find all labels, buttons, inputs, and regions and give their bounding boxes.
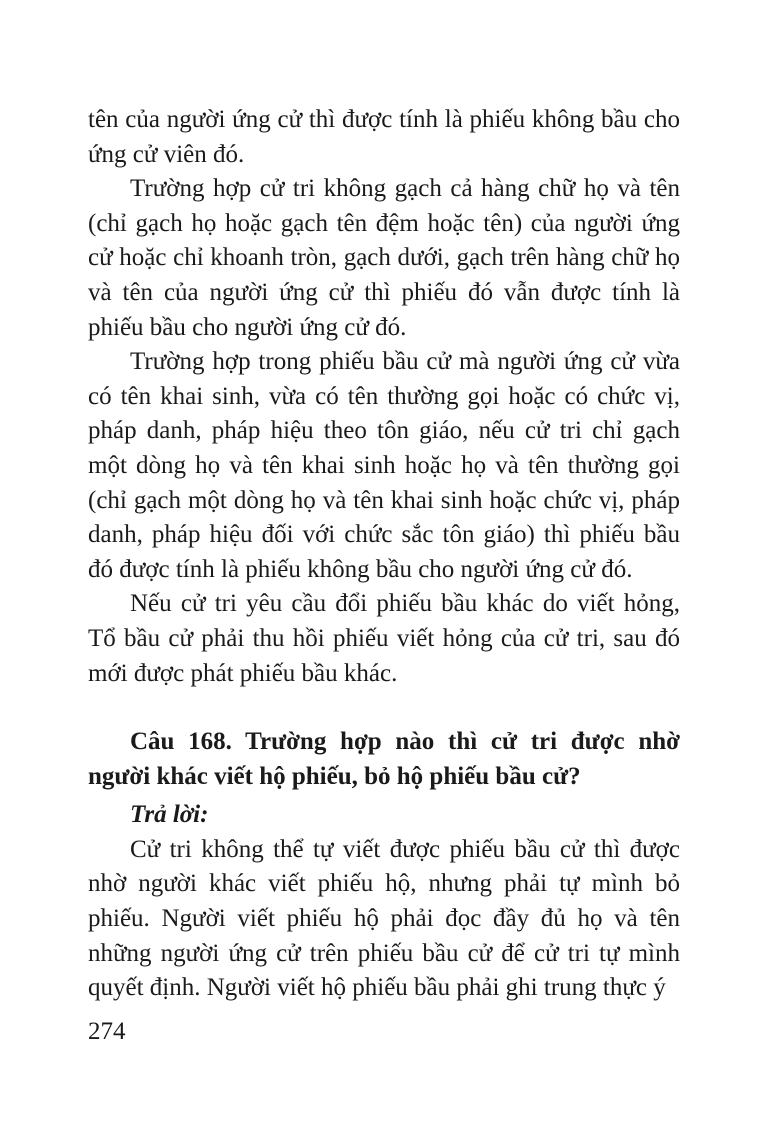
- paragraph-birth-name: Trường hợp trong phiếu bầu cử mà người ứng cử vừa có tên khai sinh, vừa có tên thường gọi hoặc có chức vị, pháp danh, pháp hiệu theo tôn giáo, nếu cử tri chỉ gạch một dòng họ và tên khai sinh hoặc họ và tên thường gọi (chỉ gạch một dòng họ và tên khai sinh hoặc chức vị, pháp danh, pháp hiệu đối với chức sắc tôn giáo) thì phiếu bầu đó được tính là phiếu không bầu cho người ứng cử đó.: [88, 348, 680, 583]
- question-heading: Câu 168. Trường hợp nào thì cử tri được nhờ người khác viết hộ phiếu, bỏ hộ phiếu bầu cử?: [88, 728, 680, 790]
- answer-paragraph: Cử tri không thể tự viết được phiếu bầu cử thì được nhờ người khác viết phiếu hộ, nhưng phải tự mình bỏ phiếu. Người viết phiếu hộ phải đọc đầy đủ họ và tên những người ứng cử trên phiếu bầu cử để cử tri tự mình quyết định. Người viết hộ phiếu bầu phải ghi trung thực ý: [88, 835, 680, 1002]
- paragraph-continuation: tên của người ứng cử thì được tính là phiếu không bầu cho ứng cử viên đó.: [88, 106, 680, 168]
- answer-label: Trả lời:: [130, 801, 209, 829]
- paragraph-replacement-ballot: Nếu cử tri yêu cầu đổi phiếu bầu khác do viết hỏng, Tổ bầu cử phải thu hồi phiếu viết hỏng của cử tri, sau đó mới được phát phiếu bầu khác.: [88, 590, 680, 687]
- page-number: 274: [88, 1018, 126, 1045]
- paragraph-partial-strike: Trường hợp cử tri không gạch cả hàng chữ họ và tên (chỉ gạch họ hoặc gạch tên đệm hoặc tên) của người ứng cử hoặc chỉ khoanh tròn, gạch dưới, gạch trên hàng chữ họ và tên của người ứng cử thì phiếu đó vẫn được tính là phiếu bầu cho người ứng cử đó.: [88, 175, 680, 341]
- page-body: [88, 103, 680, 1006]
